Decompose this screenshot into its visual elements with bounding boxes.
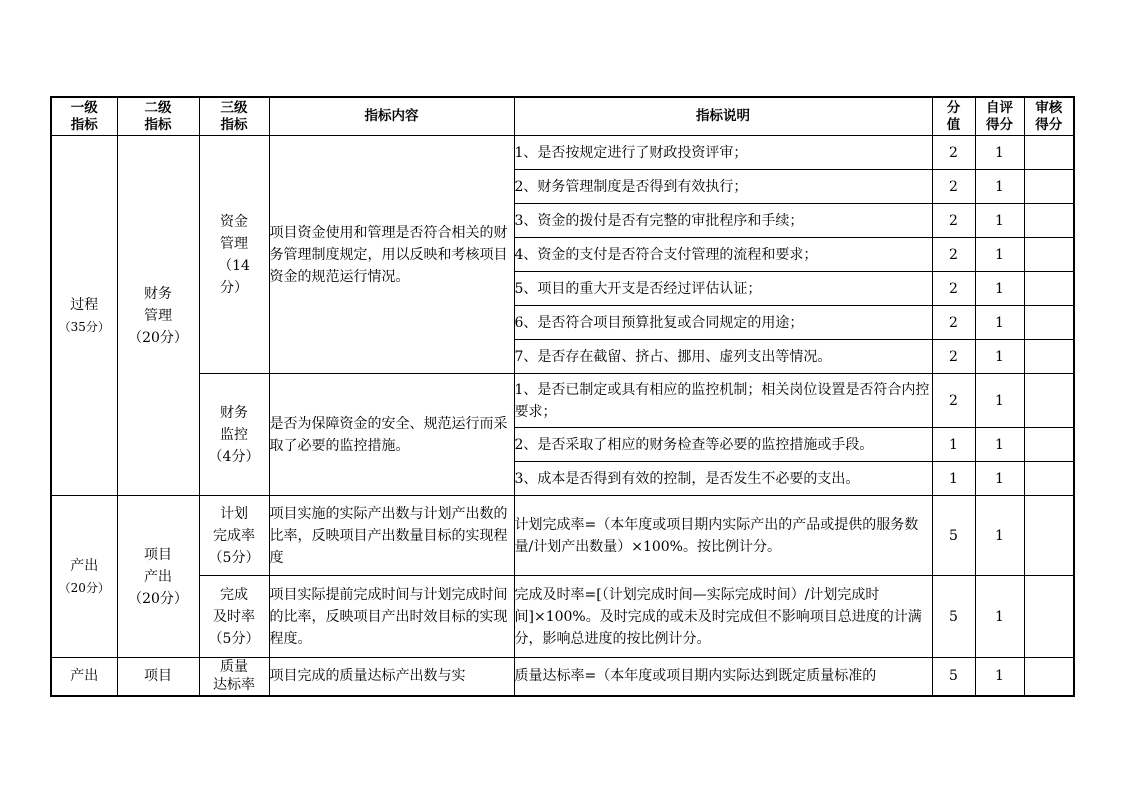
header-indicator-content: 指标内容 <box>269 97 514 136</box>
level1-output-cell <box>51 496 117 658</box>
score-cell: 2 <box>932 374 975 428</box>
description-cell: 质量达标率=（本年度或项目期内实际达到既定质量标准的 <box>514 658 932 696</box>
description-cell: 5、项目的重大开支是否经过评估认证； <box>514 272 932 306</box>
self-score-cell[interactable]: 1 <box>975 462 1024 496</box>
description-cell: 完成及时率=[（计划完成时间—实际完成时间）/计划完成时间]×100%。及时完成的或未及时完成但不影响项目总进度的计满分，影响总进度的按比例计分。 <box>514 576 932 658</box>
table-row <box>51 136 1074 170</box>
audit-score-cell[interactable] <box>1024 340 1074 374</box>
self-score-cell[interactable]: 1 <box>975 306 1024 340</box>
score-cell: 2 <box>932 306 975 340</box>
score-cell: 5 <box>932 576 975 658</box>
audit-score-cell[interactable] <box>1024 374 1074 428</box>
audit-score-cell[interactable] <box>1024 496 1074 576</box>
score-cell: 1 <box>932 428 975 462</box>
table-row <box>51 576 1074 658</box>
table-row <box>51 374 1074 428</box>
description-cell: 2、是否采取了相应的财务检查等必要的监控措施或手段。 <box>514 428 932 462</box>
self-score-cell[interactable]: 1 <box>975 658 1024 696</box>
description-cell: 6、是否符合项目预算批复或合同规定的用途； <box>514 306 932 340</box>
level3-finance-monitor-cell: 财务 监控 （4分） <box>199 374 269 496</box>
score-cell: 2 <box>932 170 975 204</box>
score-cell: 2 <box>932 238 975 272</box>
score-cell: 5 <box>932 496 975 576</box>
table-row <box>51 658 1074 696</box>
self-score-cell[interactable]: 1 <box>975 374 1024 428</box>
self-score-cell[interactable]: 1 <box>975 576 1024 658</box>
level2-project-output-cell: 项目 产出 （20分） <box>117 496 199 658</box>
header-audit-score: 审核 得分 <box>1024 97 1074 136</box>
self-score-cell[interactable]: 1 <box>975 170 1024 204</box>
header-level2-indicator: 二级 指标 <box>117 97 199 136</box>
description-cell: 7、是否存在截留、挤占、挪用、虚列支出等情况。 <box>514 340 932 374</box>
table-header-row <box>51 97 1074 136</box>
description-cell: 2、财务管理制度是否得到有效执行； <box>514 170 932 204</box>
level3-quality-rate-cell: 质量 达标率 <box>199 658 269 696</box>
description-cell: 1、是否按规定进行了财政投资评审； <box>514 136 932 170</box>
level3-fund-management-cell: 资金 管理 （14 分） <box>199 136 269 374</box>
self-score-cell[interactable]: 1 <box>975 496 1024 576</box>
performance-evaluation-table <box>50 96 1075 697</box>
timeliness-content: 项目实际提前完成时间与计划完成时间的比率，反映项目产出时效目标的实现程度。 <box>269 576 514 658</box>
level1-score: （35分） <box>58 319 110 334</box>
level1-process-cell <box>51 136 117 496</box>
audit-score-cell[interactable] <box>1024 306 1074 340</box>
score-cell: 5 <box>932 658 975 696</box>
level2-finance-cell: 财务 管理 （20分） <box>117 136 199 496</box>
audit-score-cell[interactable] <box>1024 576 1074 658</box>
score-cell: 2 <box>932 136 975 170</box>
audit-score-cell[interactable] <box>1024 170 1074 204</box>
quality-rate-content: 项目完成的质量达标产出数与实 <box>269 658 514 696</box>
description-cell: 4、资金的支付是否符合支付管理的流程和要求； <box>514 238 932 272</box>
header-level1-indicator: 一级 指标 <box>51 97 117 136</box>
header-level3-indicator: 三级 指标 <box>199 97 269 136</box>
table-row <box>51 496 1074 576</box>
score-cell: 2 <box>932 204 975 238</box>
description-cell: 计划完成率=（本年度或项目期内实际产出的产品或提供的服务数量/计划产出数量）×100%。按比例计分。 <box>514 496 932 576</box>
self-score-cell[interactable]: 1 <box>975 272 1024 306</box>
description-cell: 1、是否已制定或具有相应的监控机制；相关岗位设置是否符合内控要求； <box>514 374 932 428</box>
level3-plan-completion-cell: 计划 完成率 （5分） <box>199 496 269 576</box>
self-score-cell[interactable]: 1 <box>975 428 1024 462</box>
score-cell: 1 <box>932 462 975 496</box>
fund-management-content: 项目资金使用和管理是否符合相关的财务管理制度规定，用以反映和考核项目资金的规范运行情况。 <box>269 136 514 374</box>
level3-timeliness-cell: 完成 及时率 （5分） <box>199 576 269 658</box>
finance-monitor-content: 是否为保障资金的安全、规范运行而采取了必要的监控措施。 <box>269 374 514 496</box>
plan-completion-content: 项目实施的实际产出数与计划产出数的比率，反映项目产出数量目标的实现程度 <box>269 496 514 576</box>
header-self-score: 自评 得分 <box>975 97 1024 136</box>
self-score-cell[interactable]: 1 <box>975 238 1024 272</box>
header-score: 分 值 <box>932 97 975 136</box>
audit-score-cell[interactable] <box>1024 428 1074 462</box>
audit-score-cell[interactable] <box>1024 238 1074 272</box>
level1-score: （20分） <box>58 580 110 595</box>
description-cell: 3、资金的拨付是否有完整的审批程序和手续； <box>514 204 932 238</box>
header-indicator-description: 指标说明 <box>514 97 932 136</box>
audit-score-cell[interactable] <box>1024 462 1074 496</box>
audit-score-cell[interactable] <box>1024 658 1074 696</box>
audit-score-cell[interactable] <box>1024 272 1074 306</box>
level1-name: 过程 <box>70 296 99 313</box>
level2-project-cell: 项目 <box>117 658 199 696</box>
audit-score-cell[interactable] <box>1024 136 1074 170</box>
level1-output-cell: 产出 <box>51 658 117 696</box>
self-score-cell[interactable]: 1 <box>975 340 1024 374</box>
score-cell: 2 <box>932 272 975 306</box>
audit-score-cell[interactable] <box>1024 204 1074 238</box>
score-cell: 2 <box>932 340 975 374</box>
self-score-cell[interactable]: 1 <box>975 204 1024 238</box>
level1-name: 产出 <box>70 557 99 574</box>
self-score-cell[interactable]: 1 <box>975 136 1024 170</box>
description-cell: 3、成本是否得到有效的控制，是否发生不必要的支出。 <box>514 462 932 496</box>
